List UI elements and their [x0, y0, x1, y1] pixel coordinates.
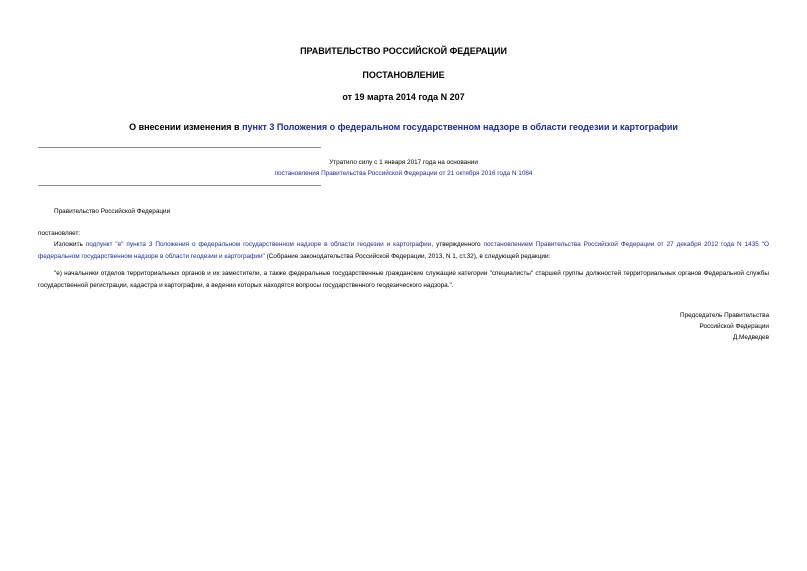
separator-bottom	[38, 185, 321, 186]
subject-link[interactable]: пункт 3 Положения о федеральном государственном надзоре в области геодезии и картографии	[242, 122, 678, 132]
amendment-text-c: (Собрание законодательства Российской Федерации, 2013, N 1, ст.32), в следующей редакции:	[264, 252, 551, 260]
body-paragraph-amendment	[38, 239, 769, 262]
government-title: ПРАВИТЕЛЬСТВО РОССИЙСКОЙ ФЕДЕРАЦИИ	[300, 46, 507, 56]
document-type: ПОСТАНОВЛЕНИЕ	[362, 70, 445, 80]
amendment-text-b: , утвержденного	[431, 241, 484, 248]
body-paragraph-new-wording: "е) начальники отделов территориальных органов и их заместители, а также федеральные государственные гражданские служащие категории "специалисты" старшей группы должностей территориальных органов Федеральной службы государственной регистрации, кадастра и картографии, в ведении которых находятся вопросы государственного геодезического надзора.".	[38, 270, 769, 289]
body-paragraph-government: Правительство Российской Федерации	[54, 208, 171, 215]
signature-name: Д.Медведев	[732, 334, 769, 341]
document-subject	[0, 122, 807, 132]
amendment-link-subpoint[interactable]: подпункт "е" пункта 3 Положения о федеральном государственном надзоре в области геодезии и картографии	[85, 241, 432, 248]
status-note-link[interactable]: постановления Правительства Российской Федерации от 21 октября 2016 года N 1084	[274, 170, 533, 177]
status-note-text: Утратило силу с 1 января 2017 года на основании	[329, 159, 478, 166]
body-paragraph-resolves: постановляет:	[38, 230, 81, 237]
amendment-text-a: Изложить	[54, 241, 86, 248]
signature-position: Председатель Правительства	[680, 312, 769, 319]
amendment-link-resolution[interactable]: постановлением Правительства Российской Федерации от 27 декабря 2012 года N 1435 "О федеральном государственном надзоре в области геодезии и картографии"	[38, 241, 769, 260]
signature-organization: Российской Федерации	[699, 323, 769, 330]
document-date-number: от 19 марта 2014 года N 207	[342, 92, 465, 102]
separator-top	[38, 147, 321, 148]
subject-prefix: О внесении изменения в	[129, 122, 243, 132]
